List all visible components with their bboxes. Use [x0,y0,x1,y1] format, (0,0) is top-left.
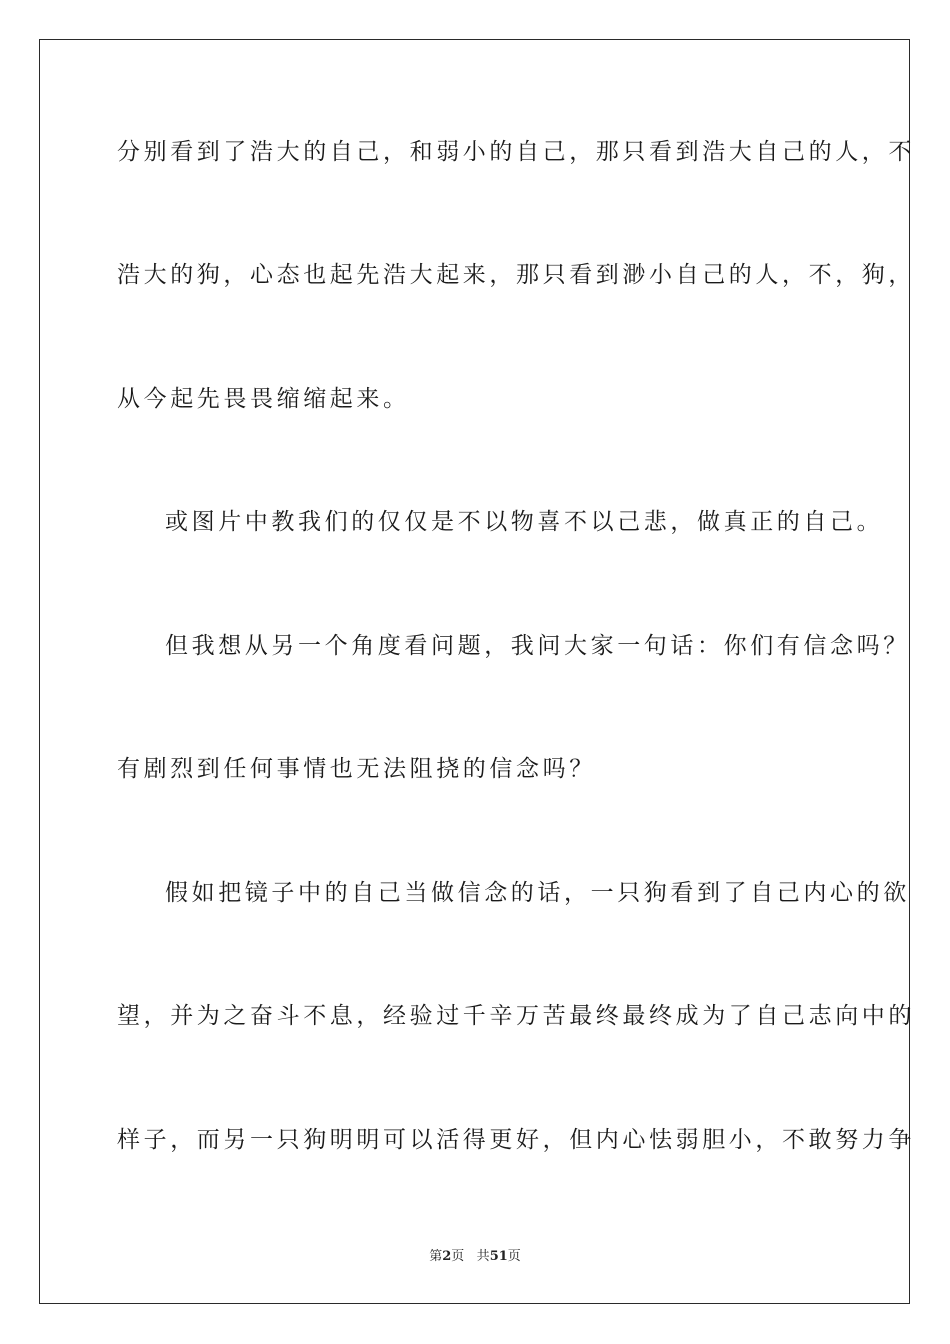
total-prefix: 共 [476,1249,490,1264]
paragraph-line-2: 浩大的狗，心态也起先浩大起来，那只看到渺小自己的人，不，狗， [117,262,915,288]
page-number: 2 [442,1249,452,1264]
page-prefix: 第 [429,1249,443,1264]
paragraph-line-7: 假如把镜子中的自己当做信念的话，一只狗看到了自己内心的欲 [165,880,910,906]
paragraph-line-4: 或图片中教我们的仅仅是不以物喜不以己悲，做真正的自己。 [165,509,884,535]
paragraph-line-1: 分别看到了浩大的自己，和弱小的自己，那只看到浩大自己的人，不 [117,139,915,165]
paragraph-line-3: 从今起先畏畏缩缩起来。 [117,386,410,412]
paragraph-line-9: 样子，而另一只狗明明可以活得更好，但内心怯弱胆小，不敢努力争 [117,1127,915,1153]
total-pages: 51 [489,1249,508,1264]
paragraph-line-5: 但我想从另一个角度看问题，我问大家一句话：你们有信念吗？ [165,633,910,659]
paragraph-line-6: 有剧烈到任何事情也无法阻挠的信念吗？ [117,756,596,782]
total-suffix: 页 [507,1249,521,1264]
paragraph-line-8: 望，并为之奋斗不息，经验过千辛万苦最终最终成为了自己志向中的 [117,1003,915,1029]
page-border [39,39,915,1304]
page-footer [0,1248,950,1266]
page-suffix: 页 [451,1249,465,1264]
